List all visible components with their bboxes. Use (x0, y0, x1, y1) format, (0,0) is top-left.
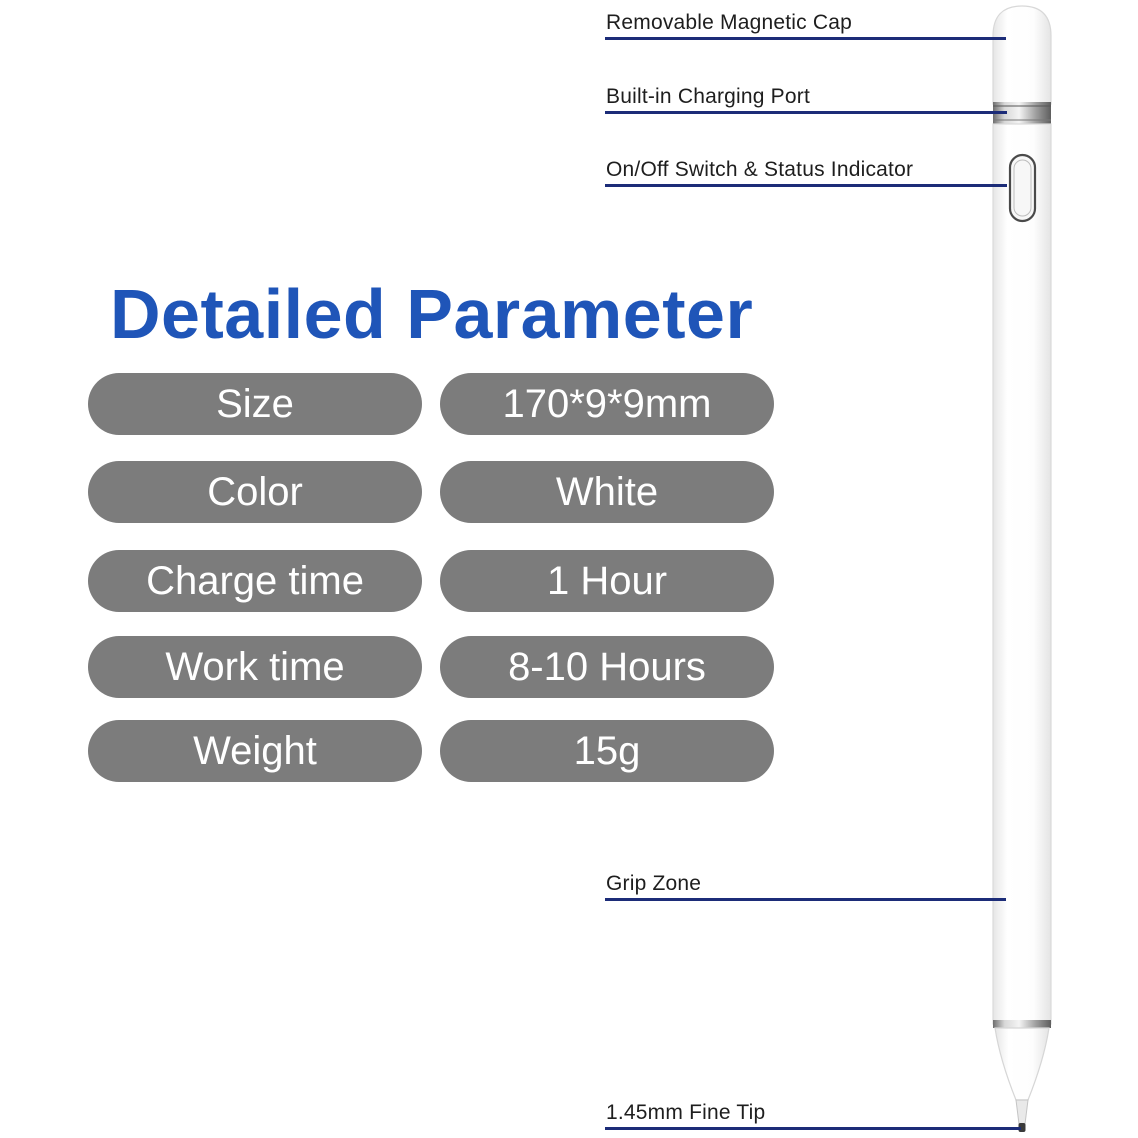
callout-label: Built-in Charging Port (606, 85, 810, 108)
callout-leader-line (605, 898, 1006, 901)
pen-tip-shape (995, 1028, 1049, 1100)
param-label: Weight (88, 720, 422, 782)
callout-leader-line (605, 37, 1006, 40)
param-row-charge-time (88, 550, 774, 612)
param-row-weight (88, 720, 774, 782)
param-value: 8-10 Hours (440, 636, 774, 698)
callout-leader-line (605, 111, 1007, 114)
param-row-work-time (88, 636, 774, 698)
callout-fine-tip (605, 1100, 1021, 1130)
param-value: 170*9*9mm (440, 373, 774, 435)
callout-leader-line (605, 1127, 1021, 1130)
tip-band-shape (993, 1020, 1051, 1028)
param-row-color (88, 461, 774, 523)
callout-charging-port (605, 84, 1007, 114)
param-label: Charge time (88, 550, 422, 612)
param-label: Color (88, 461, 422, 523)
callout-label: 1.45mm Fine Tip (606, 1101, 766, 1124)
param-value: 15g (440, 720, 774, 782)
param-label: Work time (88, 636, 422, 698)
param-value: White (440, 461, 774, 523)
param-row-size (88, 373, 774, 435)
param-value: 1 Hour (440, 550, 774, 612)
callout-label: Removable Magnetic Cap (606, 11, 853, 34)
param-label: Size (88, 373, 422, 435)
callout-leader-line (605, 184, 1007, 187)
callout-label: On/Off Switch & Status Indicator (606, 158, 914, 181)
callout-power-switch (605, 157, 1007, 187)
callout-grip-zone (605, 871, 1006, 901)
callout-label: Grip Zone (606, 872, 702, 895)
callout-magnetic-cap (605, 10, 1006, 40)
page-title: Detailed Parameter (110, 275, 754, 353)
